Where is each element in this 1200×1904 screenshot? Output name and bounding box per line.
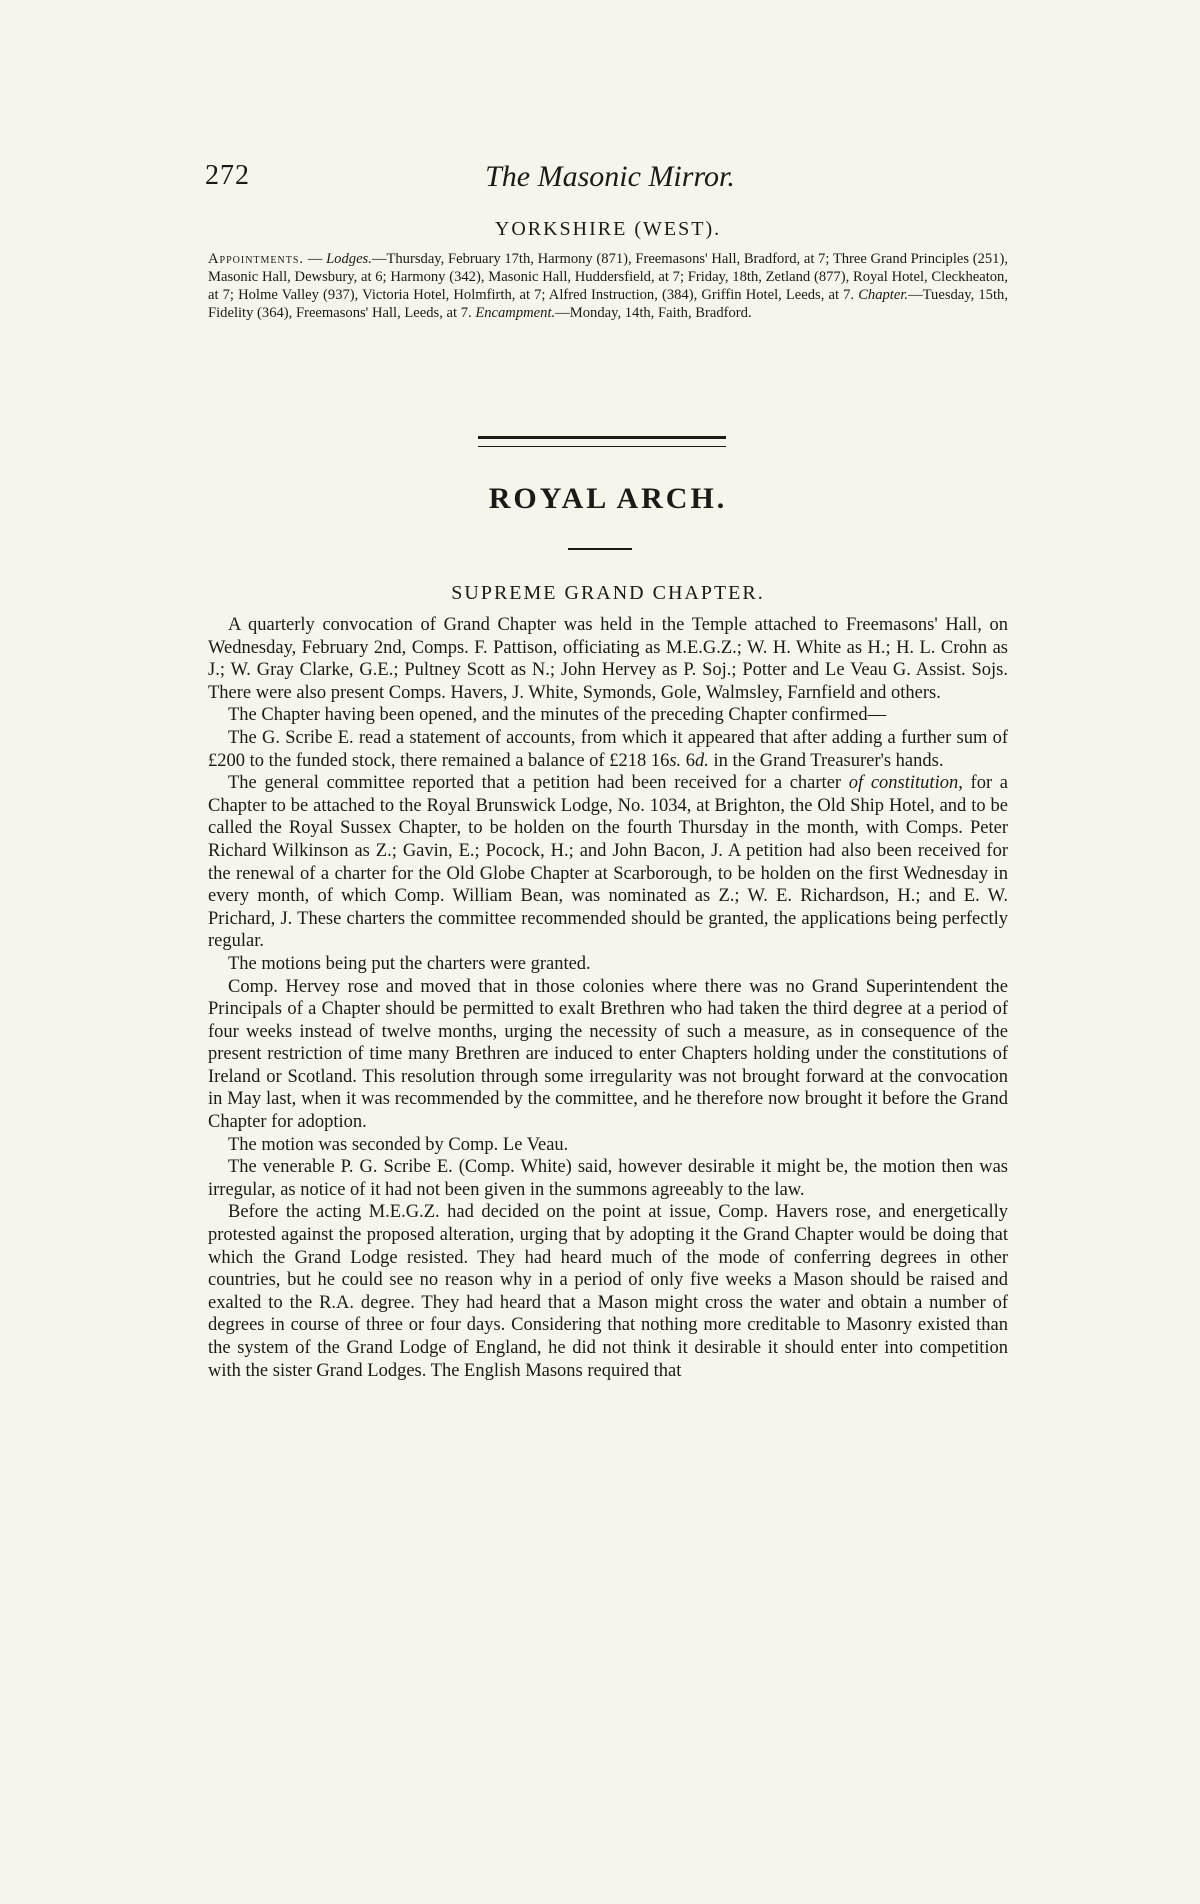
- chapter-text: —Tuesday, 15th, Fidelity (364), Freemasons' Hall, Leeds, at 7.: [208, 287, 1008, 321]
- committee-text-b: for a Chapter to be attached to the Royal Brunswick Lodge, No. 1034, at Brighton, the Old Ship Hotel, and to be called the Royal Sussex Chapter, to be holden on the fourth Thursday in the month, with Comps. Peter Richard Wilkinson as Z.; Gavin, E.; Pocock, H.; and John Bacon, J. A petition had also been received for the renewal of a charter for the Old Globe Chapter at Scarborough, to be holden on the first Wednesday in every month, of which Comp. William Bean, was nominated as Z.; W. E. Richardson, H.; and E. W. Prichard, J. These charters the committee recommended should be granted, the applications being perfectly regular.: [208, 773, 1009, 952]
- encampment-text: —Monday, 14th, Faith, Bradford.: [555, 305, 752, 321]
- committee-text-a: The general committee reported that a petition had been received for a charter: [228, 773, 849, 794]
- accounts-text-b: 6: [681, 750, 696, 771]
- constitution-phrase: of constitution,: [848, 773, 963, 794]
- paragraph-hervey-motion: Comp. Hervey rose and moved that in those colonies where there was no Grand Superintendent the Principals of a Chapter should be permitted to exalt Brethren who had taken the third degree at a period of four weeks instead of twelve months, urging the necessity of such a measure, as in consequence of the present restriction of time many Brethren are induced to enter Chapters holding under the constitutions of Ireland or Scotland. This resolution through some irregularity was not brought forward at the convocation in May last, when it was recommended by the committee, and he therefore now brought it before the Grand Chapter for adoption.: [208, 976, 1008, 1133]
- paragraph-convocation: A quarterly convocation of Grand Chapter was held in the Temple attached to Freemasons' Hall, on Wednesday, February 2nd, Comps. F. Pattison, officiating as M.E.G.Z.; W. H. White as H.; H. L. Crohn as J.; W. Gray Clarke, G.E.; Pultney Scott as N.; John Hervey as P. Soj.; Potter and Le Veau G. Assist. Sojs. There were also present Comps. Havers, J. White, Symonds, Gole, Walmsley, Farnfield and others.: [208, 615, 1008, 703]
- pence-abbrev: d.: [695, 750, 709, 771]
- shillings-abbrev: s.: [669, 750, 682, 771]
- royal-arch-heading: ROYAL ARCH.: [488, 482, 728, 515]
- journal-title: The Masonic Mirror.: [485, 160, 735, 193]
- paragraph-scribe-objection: The venerable P. G. Scribe E. (Comp. White) said, however desirable it might be, the motion then was irregular, as notice of it had not been given in the summons agreeably to the law.: [208, 1157, 1008, 1200]
- paragraph-accounts: [208, 727, 1008, 772]
- accounts-text-c: in the Grand Treasurer's hands.: [708, 750, 944, 771]
- heading-rule: [568, 548, 632, 550]
- section-divider: [478, 436, 726, 447]
- appointments-paragraph: Appointments. — Lodges.—Thursday, February 17th, Harmony (871), Freemasons' Hall, Bradford, at 7; Three Grand Principles (251), Masonic Hall, Dewsbury, at 6; Harmony (342), Masonic Hall, Huddersfield, at 7; Friday, 18th, Zetland (877), Royal Hotel, Cleckheaton, at 7; Holme Valley (937), Victoria Hotel, Holmfirth, at 7; Alfred Instruction, (384), Griffin Hotel, Leeds, at 7. Chapter.—Tuesday, 15th, Fidelity (364), Freemasons' Hall, Leeds, at 7. Encampment.—Monday, 14th, Faith, Bradford.: [208, 251, 1008, 321]
- paragraph-seconded: The motion was seconded by Comp. Le Veau.: [228, 1134, 569, 1155]
- chapter-label: Chapter.: [858, 287, 909, 303]
- encampment-label: Encampment.: [475, 305, 556, 321]
- lodges-text: —Thursday, February 17th, Harmony (871), Freemasons' Hall, Bradford, at 7; Three Grand Principles (251), Masonic Hall, Dewsbury, at 6; Harmony (342), Masonic Hall, Huddersfield, at 7; Friday, 18th, Zetland (877), Royal Hotel, Cleckheaton, at 7; Holme Valley (937), Victoria Hotel, Holmfirth, at 7; Alfred Instruction, (384), Griffin Hotel, Leeds, at 7.: [208, 251, 1008, 303]
- appointments-lead: Appointments.: [208, 251, 305, 267]
- accounts-text-a: The G. Scribe E. read a statement of accounts, from which it appeared that after adding a further sum of £200 to the funded stock, there remained a balance of £218 16: [208, 727, 1008, 771]
- supreme-grand-chapter-heading: SUPREME GRAND CHAPTER.: [451, 582, 765, 604]
- paragraph-havers-protest: Before the acting M.E.G.Z. had decided on the point at issue, Comp. Havers rose, and energetically protested against the proposed alteration, urging that by adopting it the Grand Chapter would be doing that which the Grand Lodge resisted. They had heard much of the mode of conferring degrees in other countries, but he could see no reason why in a period of only five weeks a Mason should be raised and exalted to the R.A. degree. They had heard that a Mason might cross the water and obtain a number of degrees in course of three or four days. Considering that nothing more creditable to Masonry existed than the system of the Grand Lodge of England, he did not think it desirable it should enter into competition with the sister Grand Lodges. The English Masons required that: [208, 1202, 1008, 1381]
- paragraph-motions-granted: The motions being put the charters were granted.: [228, 953, 591, 974]
- lodges-label: Lodges.: [326, 251, 372, 267]
- paragraph-opening: The Chapter having been opened, and the minutes of the preceding Chapter confirmed—: [228, 705, 887, 726]
- paragraph-committee-report: [208, 772, 1008, 953]
- yorkshire-heading: YORKSHIRE (WEST).: [494, 218, 722, 240]
- article-body: [208, 614, 1008, 1382]
- running-head: [205, 160, 1015, 204]
- page-number: 272: [205, 160, 250, 191]
